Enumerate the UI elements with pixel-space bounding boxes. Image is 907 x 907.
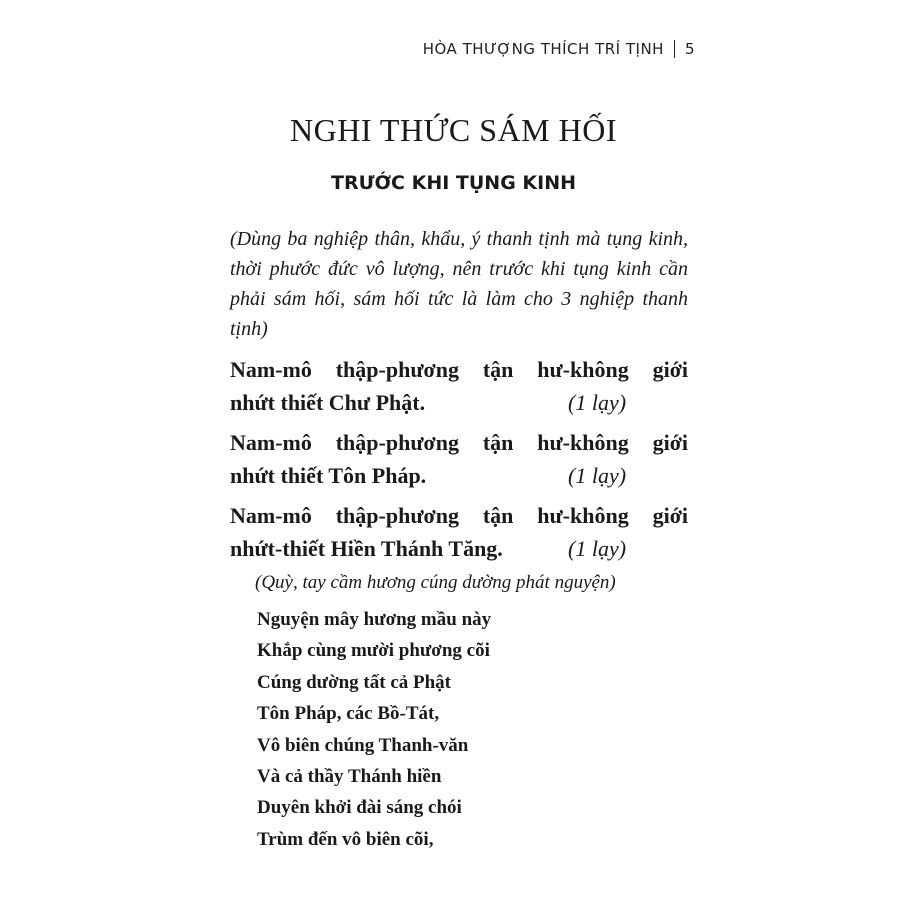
prostration-count: (1 lạy)	[568, 536, 627, 561]
verse-line: Cúng dường tất cả Phật	[257, 671, 451, 693]
verse-line: Tôn Pháp, các Bồ-Tát,	[257, 703, 440, 725]
prostration-count: (1 lạy)	[568, 390, 627, 415]
verse-block	[257, 604, 491, 855]
invocation-line	[230, 532, 688, 565]
verse-line: Duyên khởi đài sáng chói	[257, 797, 462, 819]
intro-paragraph: (Dùng ba nghiệp thân, khẩu, ý thanh tịnh mà tụng kinh, thời phước đức vô lượng, nên trước khi tụng kinh cần phải sám hối, sám hối tức là làm cho 3 nghiệp thanh tịnh)	[230, 228, 688, 340]
running-title: HÒA THƯỢNG THÍCH TRÍ TỊNH	[422, 40, 664, 58]
verse-line: Khắp cùng mười phương cõi	[257, 640, 490, 662]
verse-line: Và cả thầy Thánh hiền	[257, 765, 442, 787]
invocation-line: Nam-mô thập-phương tận hư-không giới	[230, 430, 688, 455]
prostration-count: (1 lạy)	[568, 463, 627, 488]
page-subtitle: TRƯỚC KHI TỤNG KINH	[330, 172, 577, 194]
verse-line: Trùm đến vô biên cõi,	[257, 828, 434, 850]
invocation-dharma	[230, 426, 688, 492]
header-divider	[674, 40, 675, 58]
invocation-sangha	[230, 499, 688, 565]
verse-line: Nguyện mây hương mầu này	[257, 609, 492, 630]
invocation-text: nhứt thiết Tôn Pháp.	[230, 463, 427, 488]
page-title: NGHI THỨC SÁM HỐI	[290, 112, 617, 148]
invocation-text: nhứt-thiết Hiền Thánh Tăng.	[230, 536, 503, 561]
invocation-line	[230, 386, 688, 419]
invocation-line: Nam-mô thập-phương tận hư-không giới	[230, 357, 688, 382]
invocation-buddha	[230, 353, 688, 419]
instruction-note: (Quỳ, tay cầm hương cúng dường phát nguyện)	[255, 572, 616, 593]
invocation-line: Nam-mô thập-phương tận hư-không giới	[230, 503, 688, 528]
running-header	[423, 40, 695, 58]
invocation-line	[230, 459, 688, 492]
verse-line: Vô biên chúng Thanh-văn	[257, 734, 469, 756]
page-number: 5	[684, 40, 695, 58]
invocation-text: nhứt thiết Chư Phật.	[230, 390, 426, 415]
